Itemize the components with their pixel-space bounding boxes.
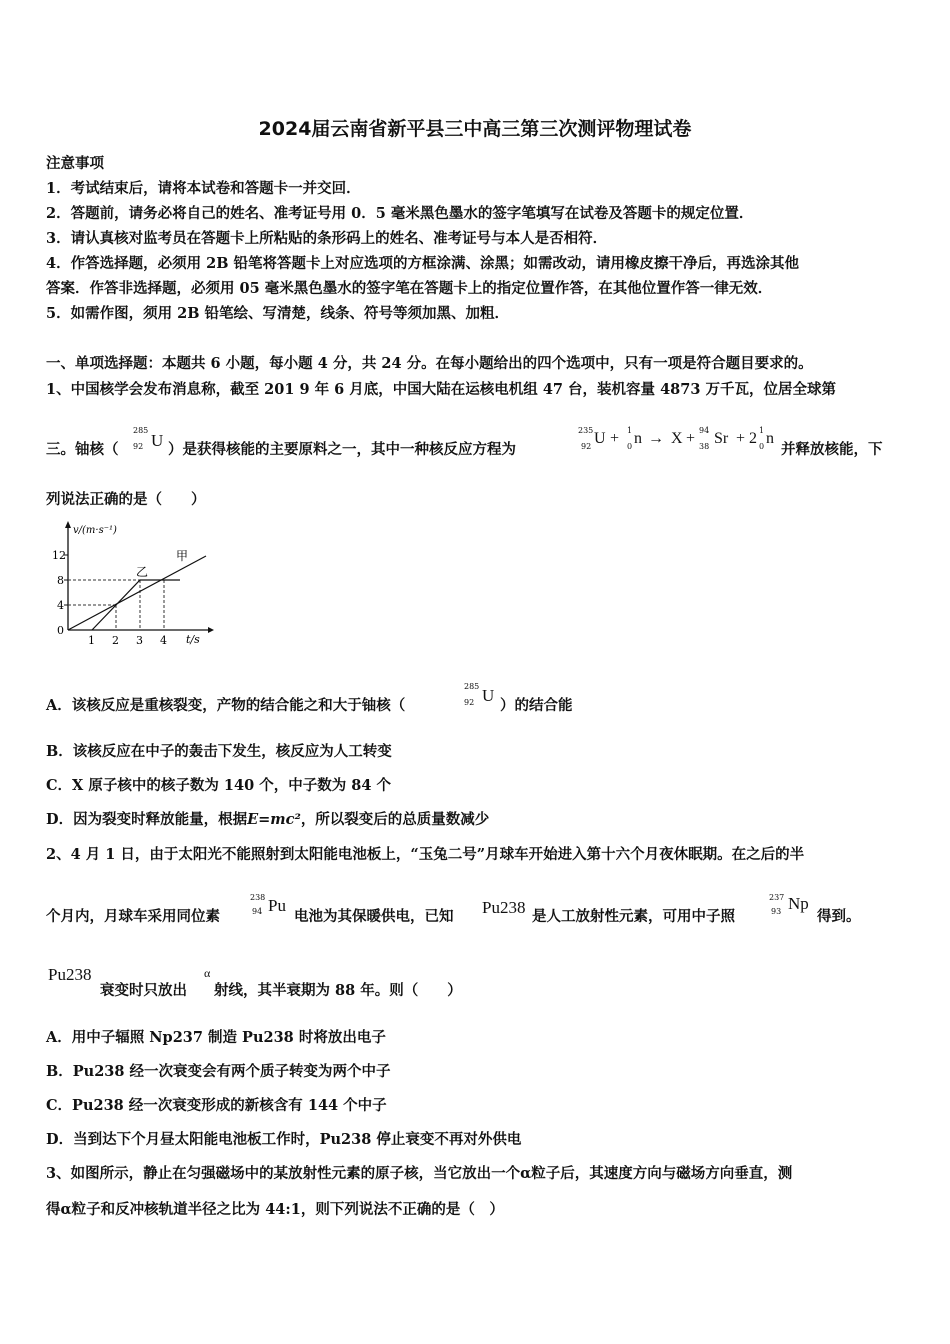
q2-line2-d: 得到。 <box>817 908 861 925</box>
q1-option-a-post: ）的结合能 <box>500 697 573 714</box>
q1-line2-b: ）是获得核能的主要原料之一，其中一种核反应方程为 <box>168 441 516 458</box>
y-axis-label: v/(m·s⁻¹) <box>73 525 117 536</box>
eq-n2-charge: 0 <box>759 442 765 451</box>
notice-item: 2．答题前，请务必将自己的姓名、准考证号用 0．5 毫米黑色墨水的签字笔填写在试卷及答题卡的规定位置． <box>46 205 754 222</box>
q3-line1: 3、如图所示，静止在匀强磁场中的某放射性元素的原子核，当它放出一个α粒子后，其速度方向与磁场方向垂直，测 <box>46 1165 793 1182</box>
formula-emc2: E=mc² <box>247 811 301 828</box>
nuclide-charge: 92 <box>464 698 475 707</box>
eq-arrow: → <box>648 430 664 447</box>
pu238-label: Pu238 <box>48 965 92 984</box>
velocity-time-graph <box>40 518 215 648</box>
q2-line3-b: 射线，其半衰期为 88 年。则（ ） <box>214 982 462 999</box>
nuclide-charge: 93 <box>771 907 782 916</box>
x-axis-label: t/s <box>186 633 200 646</box>
eq-sr-symbol: Sr <box>714 430 729 447</box>
q2-option-a: A．用中子辐照 Np237 制造 Pu238 时将放出电子 <box>46 1029 386 1046</box>
notice-item: 1．考试结束后，请将本试卷和答题卡一并交回． <box>46 180 361 197</box>
label-jia: 甲 <box>176 549 189 563</box>
q2-option-b: B．Pu238 经一次衰变会有两个质子转变为两个中子 <box>46 1063 391 1080</box>
eq-sr-mass: 94 <box>699 426 710 435</box>
nuclide-mass: 285 <box>464 682 480 691</box>
y-tick-label: 4 <box>57 599 64 612</box>
y-tick-label: 0 <box>57 624 64 637</box>
eq-u-mass: 235 <box>578 426 594 435</box>
q1-line3: 列说法正确的是（ ） <box>46 491 206 508</box>
page-title: 2024届云南省新平县三中高三第三次测评物理试卷 <box>258 118 692 140</box>
q2-option-c: C．Pu238 经一次衰变形成的新核含有 144 个中子 <box>46 1097 387 1114</box>
notice-item: 4．作答选择题，必须用 2B 铅笔将答题卡上对应选项的方框涂满、涂黑；如需改动，请用橡皮擦干净后，再选涂其他 <box>46 255 800 272</box>
eq-plus: + <box>686 430 696 447</box>
q1-option-a-pre: A．该核反应是重核裂变，产物的结合能之和大于铀核（ <box>46 697 406 714</box>
eq-x-symbol: X <box>671 430 683 447</box>
q1-line2-a: 三。铀核（ <box>46 441 119 458</box>
notice-heading: 注意事项 <box>46 155 104 172</box>
eq-n-symbol: n <box>634 430 642 447</box>
label-yi: 乙 <box>136 565 149 579</box>
q2-line3-a: 衰变时只放出 <box>100 982 187 999</box>
pu238-label: Pu238 <box>482 898 526 917</box>
q1-line1: 1、中国核学会发布消息称，截至 201 9 年 6 月底，中国大陆在运核电机组 47 台，装机容量 4873 万千瓦，位居全球第 <box>46 381 836 398</box>
nuclide-mass: 238 <box>250 893 266 902</box>
nuclide-symbol: Np <box>788 894 809 913</box>
eq-n-mass: 1 <box>627 426 633 435</box>
y-tick-label: 12 <box>52 549 66 562</box>
option-d-text: ，所以裂变后的总质量数减少 <box>300 811 490 828</box>
q2-line1: 2、4 月 1 日，由于太阳光不能照射到太阳能电池板上，“玉兔二号”月球车开始进入第十六个月夜休眠期。在之后的半 <box>46 846 805 863</box>
eq-n2-mass: 1 <box>759 426 765 435</box>
option-d-text: D．因为裂变时释放能量，根据 <box>46 811 248 828</box>
x-tick-label: 3 <box>136 634 143 647</box>
eq-n2-symbol: n <box>766 430 774 447</box>
x-tick-label: 2 <box>112 634 119 647</box>
x-axis-arrow <box>208 627 214 633</box>
nuclide-symbol: U <box>482 686 495 705</box>
nuclide-mass: 285 <box>133 426 149 435</box>
q1-line2-c: 并释放核能，下 <box>781 441 883 458</box>
nuclide-mass: 237 <box>769 893 785 902</box>
nuclide-symbol: U <box>151 431 164 450</box>
notice-item: 答案．作答非选择题，必须用 05 毫米黑色墨水的签字笔在答题卡上的指定位置作答，在其他位置作答一律无效． <box>46 280 773 297</box>
nuclide-symbol: Pu <box>268 896 286 915</box>
q1-option-d <box>46 808 489 829</box>
alpha-symbol: α <box>204 966 211 980</box>
y-tick-label: 8 <box>57 574 64 587</box>
q2-line2-a: 个月内，月球车采用同位素 <box>46 908 220 925</box>
q2-line2-b: 电池为其保暖供电，已知 <box>294 908 454 925</box>
q3-line2: 得α粒子和反冲核轨道半径之比为 44:1，则下列说法不正确的是（ ） <box>46 1201 504 1218</box>
eq-plus: + <box>610 430 620 447</box>
x-tick-label: 1 <box>88 634 95 647</box>
notice-item: 3．请认真核对监考员在答题卡上所粘贴的条形码上的姓名、准考证号与本人是否相符． <box>46 230 608 247</box>
q2-line2-c: 是人工放射性元素，可用中子照 <box>532 908 735 925</box>
q1-option-c: C．X 原子核中的核子数为 140 个，中子数为 84 个 <box>46 777 391 794</box>
eq-u-symbol: U <box>594 430 606 447</box>
eq-u-charge: 92 <box>581 442 592 451</box>
eq-sr-charge: 38 <box>699 442 710 451</box>
eq-coefficient: 2 <box>749 430 757 447</box>
notice-item: 5．如需作图，须用 2B 铅笔绘、写清楚，线条、符号等须加黑、加粗． <box>46 305 510 322</box>
x-tick-label: 4 <box>160 634 167 647</box>
q1-option-b: B．该核反应在中子的轰击下发生，核反应为人工转变 <box>46 743 392 760</box>
nuclide-charge: 92 <box>133 442 144 451</box>
eq-n-charge: 0 <box>627 442 633 451</box>
nuclide-charge: 94 <box>252 907 263 916</box>
section-heading: 一、单项选择题：本题共 6 小题，每小题 4 分，共 24 分。在每小题给出的四个选项中，只有一项是符合题目要求的。 <box>46 355 813 372</box>
eq-plus: + <box>736 430 746 447</box>
y-axis-arrow <box>65 521 71 528</box>
q2-option-d: D．当到达下个月昼太阳能电池板工作时，Pu238 停止衰变不再对外供电 <box>46 1131 522 1148</box>
